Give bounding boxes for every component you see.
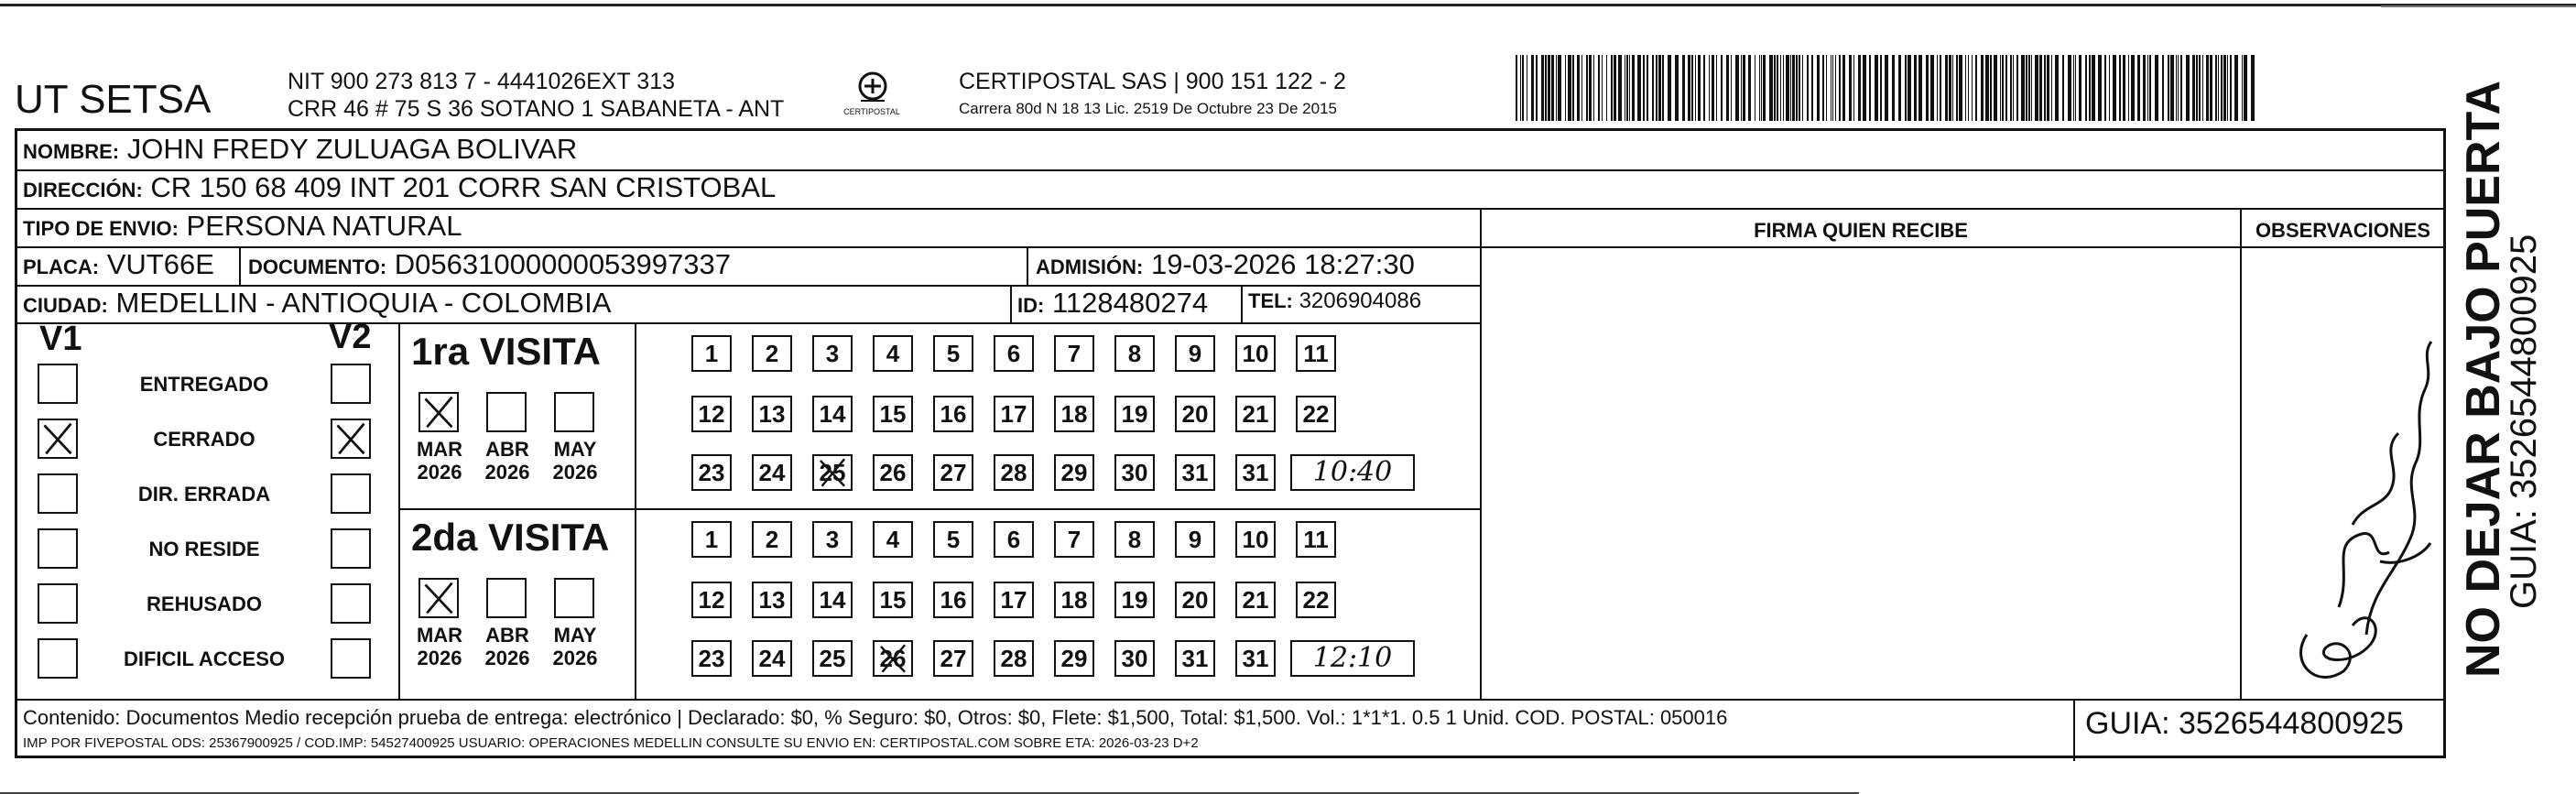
day-box-21[interactable]: 21 — [1235, 582, 1276, 618]
day-box-17[interactable]: 17 — [994, 396, 1034, 432]
nombre-row — [23, 133, 577, 166]
day-box-18[interactable]: 18 — [1054, 396, 1094, 432]
day-box-28[interactable]: 28 — [994, 454, 1034, 491]
day-box-19[interactable]: 19 — [1114, 396, 1155, 432]
tel-row — [1248, 288, 1421, 314]
day-box-7[interactable]: 7 — [1054, 521, 1094, 558]
day-box-31[interactable]: 31 — [1175, 640, 1215, 677]
tipo-label: TIPO DE ENVIO: — [23, 217, 179, 240]
id-row — [1017, 287, 1208, 320]
day-box-4[interactable]: 4 — [873, 335, 913, 372]
documento-value: D05631000000053997337 — [394, 248, 731, 280]
v1-header: V1 — [39, 320, 82, 358]
nit-line-2: CRR 46 # 75 S 36 SOTANO 1 SABANETA - ANT — [288, 96, 785, 122]
v2-checkbox-entregado[interactable] — [331, 364, 371, 404]
day-box-9[interactable]: 9 — [1175, 335, 1215, 372]
day-cross-mark — [814, 456, 851, 489]
day-box-6[interactable]: 6 — [994, 521, 1034, 558]
nombre-value: JOHN FREDY ZULUAGA BOLIVAR — [126, 133, 578, 165]
day-box-31[interactable]: 31 — [1175, 454, 1215, 491]
day-box-1[interactable]: 1 — [691, 335, 732, 372]
v2-checkbox-rehusado[interactable] — [331, 583, 371, 624]
day-box-5[interactable]: 5 — [933, 521, 973, 558]
placa-value: VUT66E — [106, 248, 214, 280]
day-box-25[interactable]: 25 — [812, 454, 853, 491]
status-label: REHUSADO — [147, 593, 262, 615]
day-box-29[interactable]: 29 — [1054, 640, 1094, 677]
v1-checkbox-cerrado[interactable] — [38, 419, 78, 459]
day-box-2[interactable]: 2 — [752, 521, 792, 558]
day-box-11[interactable]: 11 — [1296, 521, 1336, 558]
direccion-label: DIRECCIÓN: — [23, 179, 143, 201]
month-checkbox-abr[interactable] — [486, 392, 527, 432]
v2-checkbox-dir-errada[interactable] — [331, 473, 371, 514]
day-box-23[interactable]: 23 — [691, 454, 732, 491]
day-box-17[interactable]: 17 — [994, 582, 1034, 618]
day-box-11[interactable]: 11 — [1296, 335, 1336, 372]
certi-line-1: CERTIPOSTAL SAS | 900 151 122 - 2 — [959, 69, 1346, 94]
imp-text: IMP POR FIVEPOSTAL ODS: 25367900925 / COD.IMP: 54527400925 USUARIO: OPERACIONES MEDELLIN CONSULTE SU ENVIO EN: CERTIPOSTAL.COM SOBRE ETA: 2026-03-23 D+2 — [23, 735, 1199, 751]
day-box-29[interactable]: 29 — [1054, 454, 1094, 491]
day-box-22[interactable]: 22 — [1296, 396, 1336, 432]
day-box-3[interactable]: 3 — [812, 335, 853, 372]
day-box-24[interactable]: 24 — [752, 640, 792, 677]
visit-title: 2da VISITA — [411, 516, 610, 559]
tipo-row — [23, 210, 462, 243]
documento-row — [248, 248, 731, 281]
admision-value: 19-03-2026 18:27:30 — [1150, 248, 1415, 280]
day-box-20[interactable]: 20 — [1175, 582, 1215, 618]
contenido-text: Contenido: Documentos Medio recepción prueba de entrega: electrónico | Declarado: $0, % Seguro: $0, Otros: $0, Flete: $1,500, Total: $1,500. Vol.: 1*1*1. 0.5 1 Unid. COD. POSTAL: 050016 — [23, 706, 1728, 729]
day-box-20[interactable]: 20 — [1175, 396, 1215, 432]
day-box-30[interactable]: 30 — [1114, 454, 1155, 491]
day-box-30[interactable]: 30 — [1114, 640, 1155, 677]
visit-title: 1ra VISITA — [411, 330, 601, 373]
shipping-label-form — [15, 128, 2446, 758]
day-box-26[interactable]: 26 — [873, 640, 913, 677]
tel-value: 3206904086 — [1299, 288, 1422, 313]
tipo-value: PERSONA NATURAL — [186, 210, 462, 242]
day-box-26[interactable]: 26 — [873, 454, 913, 491]
day-box-12[interactable]: 12 — [691, 396, 732, 432]
day-box-5[interactable]: 5 — [933, 335, 973, 372]
day-box-2[interactable]: 2 — [752, 335, 792, 372]
status-label: CERRADO — [153, 428, 255, 451]
day-box-8[interactable]: 8 — [1114, 521, 1155, 558]
month-label: ABR 2026 — [484, 624, 530, 669]
logo-caption: CERTIPOSTAL — [843, 107, 900, 116]
visit-time-box[interactable]: 10:40 — [1290, 454, 1415, 491]
day-box-14[interactable]: 14 — [812, 396, 853, 432]
observaciones-header: OBSERVACIONES — [2255, 219, 2431, 242]
direccion-row — [23, 171, 776, 204]
ciudad-row — [23, 287, 611, 320]
certipostal-block — [959, 68, 1346, 123]
direccion-value: CR 150 68 409 INT 201 CORR SAN CRISTOBAL — [150, 171, 777, 203]
month-label: MAY 2026 — [552, 624, 598, 669]
v2-checkbox-no-reside[interactable] — [331, 528, 371, 569]
top-rule — [0, 4, 2576, 6]
day-box-31[interactable]: 31 — [1235, 640, 1276, 677]
day-box-16[interactable]: 16 — [933, 396, 973, 432]
no-dejar-warning: NO DEJAR BAJO PUERTA — [2457, 80, 2510, 678]
month-checkbox-may[interactable] — [554, 392, 594, 432]
month-label: ABR 2026 — [484, 438, 530, 484]
day-box-10[interactable]: 10 — [1235, 521, 1276, 558]
day-box-18[interactable]: 18 — [1054, 582, 1094, 618]
day-box-13[interactable]: 13 — [752, 396, 792, 432]
day-box-9[interactable]: 9 — [1175, 521, 1215, 558]
status-label: NO RESIDE — [148, 538, 260, 560]
top-rule-right — [2381, 5, 2576, 7]
day-box-4[interactable]: 4 — [873, 521, 913, 558]
v2-checkbox-cerrado[interactable] — [331, 419, 371, 459]
day-box-10[interactable]: 10 — [1235, 335, 1276, 372]
day-box-12[interactable]: 12 — [691, 582, 732, 618]
placa-row — [23, 248, 214, 281]
tel-label: TEL: — [1248, 289, 1293, 312]
v1-checkbox-no-reside[interactable] — [38, 528, 78, 569]
side-guia: GUIA: 3526544800925 — [2504, 234, 2544, 609]
day-box-28[interactable]: 28 — [994, 640, 1034, 677]
status-label: DIR. ERRADA — [137, 483, 271, 506]
day-box-13[interactable]: 13 — [752, 582, 792, 618]
day-box-22[interactable]: 22 — [1296, 582, 1336, 618]
day-box-7[interactable]: 7 — [1054, 335, 1094, 372]
month-checkbox-abr[interactable] — [486, 578, 527, 618]
v1-checkbox-dificil-acceso[interactable] — [38, 638, 78, 679]
month-checkbox-mar[interactable] — [418, 578, 459, 618]
day-box-1[interactable]: 1 — [691, 521, 732, 558]
month-label: MAR 2026 — [416, 438, 463, 484]
day-box-25[interactable]: 25 — [812, 640, 853, 677]
id-label: ID: — [1017, 294, 1045, 317]
v2-checkbox-dificil-acceso[interactable] — [331, 638, 371, 679]
nit-block — [288, 68, 784, 123]
documento-label: DOCUMENTO: — [248, 256, 387, 278]
visit-time-box[interactable]: 12:10 — [1290, 640, 1415, 677]
firma-header: FIRMA QUIEN RECIBE — [1754, 219, 1968, 242]
day-box-24[interactable]: 24 — [752, 454, 792, 491]
v1-checkbox-entregado[interactable] — [38, 364, 78, 404]
day-box-3[interactable]: 3 — [812, 521, 853, 558]
day-box-6[interactable]: 6 — [994, 335, 1034, 372]
day-cross-mark — [875, 642, 911, 675]
admision-row — [1036, 248, 1415, 281]
day-box-15[interactable]: 15 — [873, 396, 913, 432]
day-box-15[interactable]: 15 — [873, 582, 913, 618]
status-label: ENTREGADO — [139, 373, 269, 396]
nombre-label: NOMBRE: — [23, 140, 120, 163]
day-box-31[interactable]: 31 — [1235, 454, 1276, 491]
admision-label: ADMISIÓN: — [1036, 256, 1144, 278]
day-box-16[interactable]: 16 — [933, 582, 973, 618]
day-box-19[interactable]: 19 — [1114, 582, 1155, 618]
month-label: MAR 2026 — [416, 624, 463, 669]
status-label: DIFICIL ACCESO — [123, 647, 285, 670]
day-box-8[interactable]: 8 — [1114, 335, 1155, 372]
day-box-23[interactable]: 23 — [691, 640, 732, 677]
day-box-21[interactable]: 21 — [1235, 396, 1276, 432]
guia-footer: GUIA: 3526544800925 — [2085, 706, 2404, 741]
barcode — [1516, 55, 2257, 121]
nit-line-1: NIT 900 273 813 7 - 4441026EXT 313 — [288, 69, 676, 94]
day-box-27[interactable]: 27 — [933, 640, 973, 677]
company-name: UT SETSA — [15, 77, 212, 122]
ciudad-value: MEDELLIN - ANTIOQUIA - COLOMBIA — [115, 287, 612, 319]
day-box-14[interactable]: 14 — [812, 582, 853, 618]
v1-checkbox-rehusado[interactable] — [38, 583, 78, 624]
v2-header: V2 — [329, 318, 372, 356]
month-label: MAY 2026 — [552, 438, 598, 484]
placa-label: PLACA: — [23, 256, 100, 278]
handwritten-signature — [2252, 332, 2440, 694]
month-checkbox-may[interactable] — [554, 578, 594, 618]
certi-line-2: Carrera 80d N 18 13 Lic. 2519 De Octubre 23 De 2015 — [959, 100, 1337, 117]
month-checkbox-mar[interactable] — [418, 392, 459, 432]
day-box-27[interactable]: 27 — [933, 454, 973, 491]
id-value: 1128480274 — [1051, 287, 1209, 319]
v1-checkbox-dir-errada[interactable] — [38, 473, 78, 514]
ciudad-label: CIUDAD: — [23, 294, 108, 317]
